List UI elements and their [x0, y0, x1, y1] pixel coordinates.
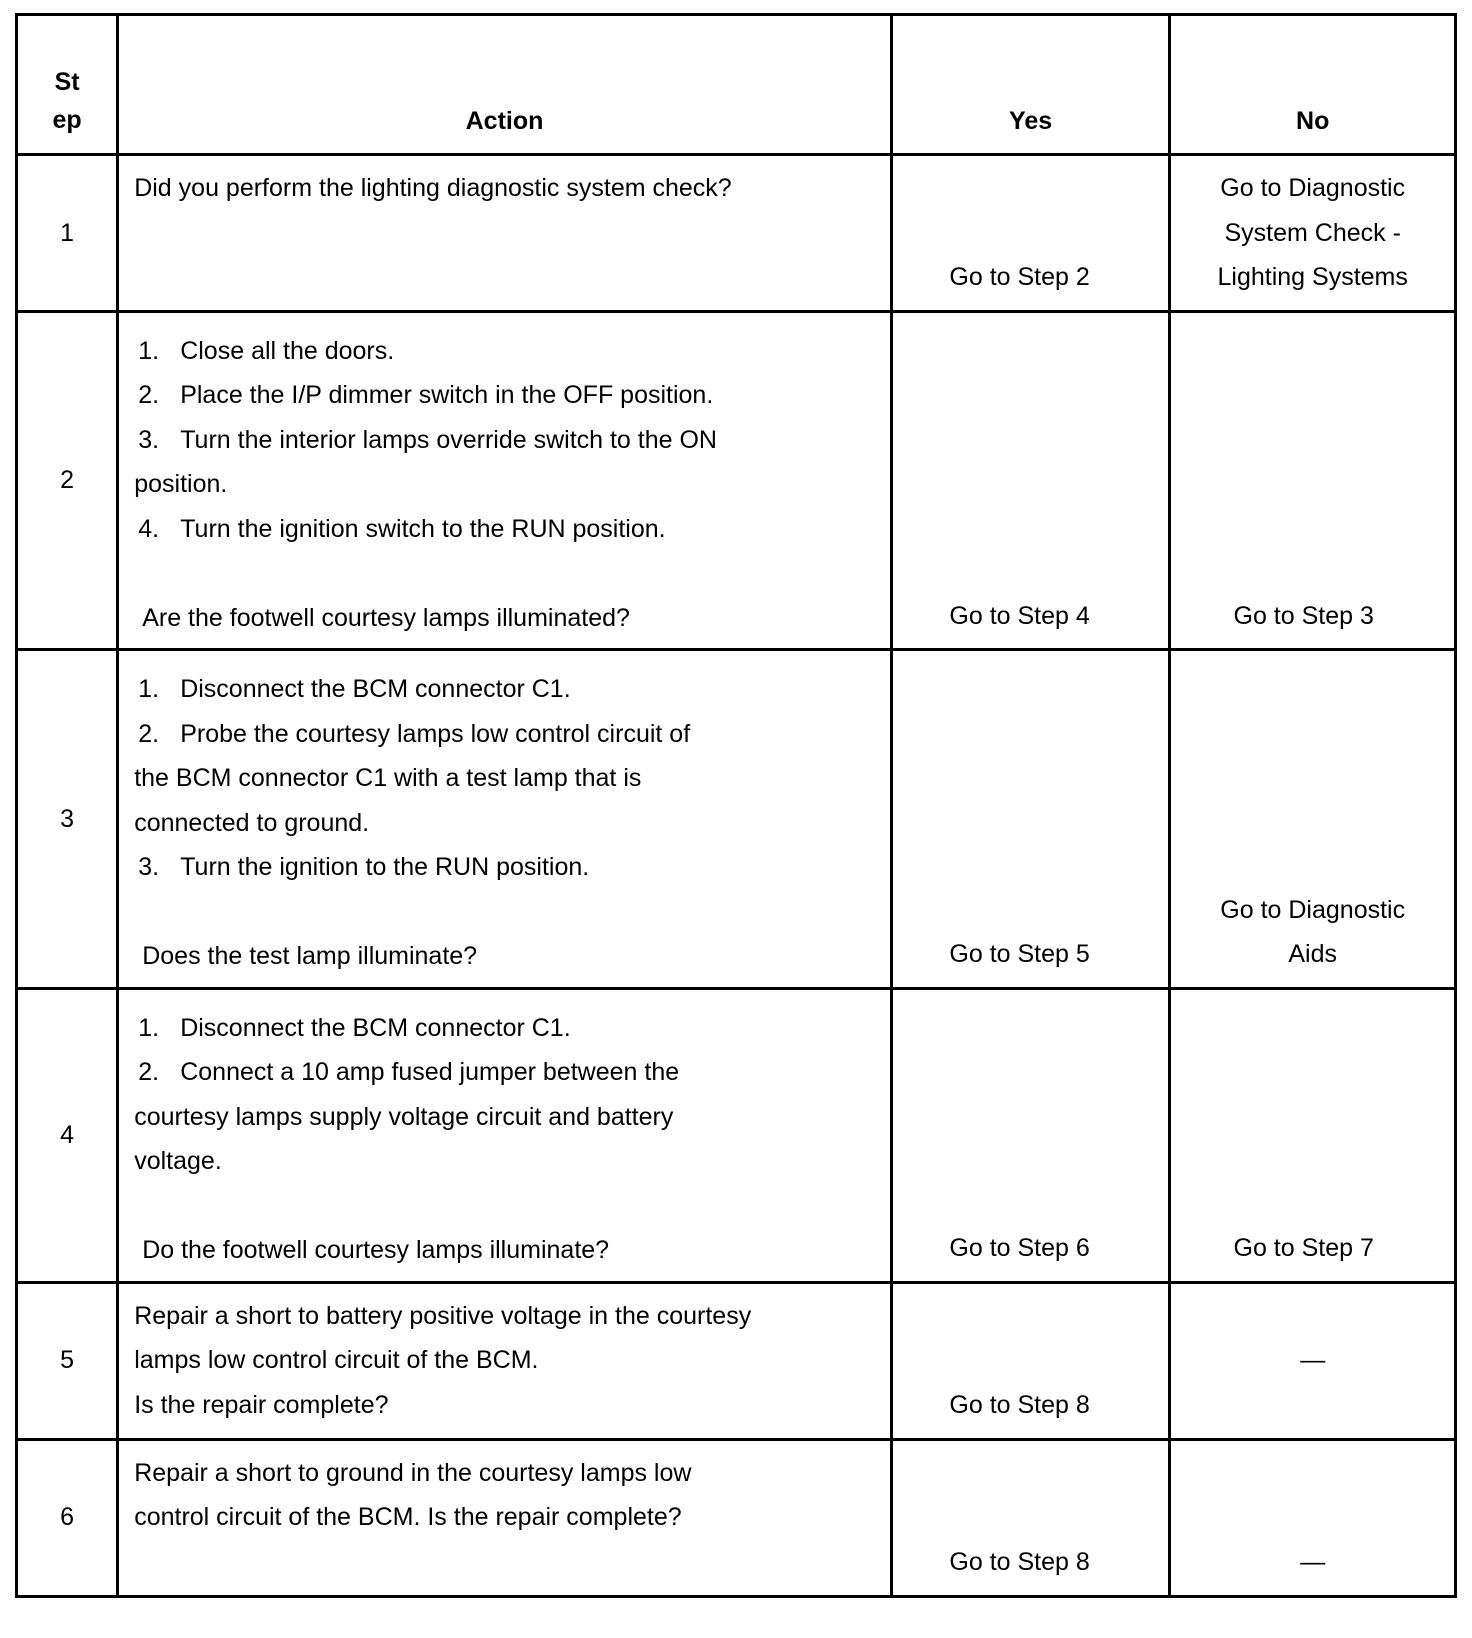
yes-cell: Go to Step 8: [891, 1439, 1170, 1596]
no-cell: [1170, 311, 1456, 650]
item-number: 2.: [138, 381, 160, 409]
table-row: [17, 311, 1456, 650]
step-number: 2: [17, 311, 118, 650]
item-text: Probe the courtesy lamps low control circuit of: [180, 719, 691, 748]
no-dash: —: [1300, 1346, 1326, 1375]
no-text-line: System Check -: [1224, 218, 1401, 247]
no-text-line: Aids: [1288, 940, 1338, 968]
header-step-line2: ep: [52, 106, 82, 134]
action-text: Repair a short to ground in the courtesy lamps low: [134, 1458, 692, 1487]
action-item: [134, 845, 870, 890]
item-text: Close all the doors.: [180, 336, 395, 365]
item-text: Disconnect the BCM connector C1.: [180, 675, 571, 703]
no-text-line: Go to Diagnostic: [1220, 174, 1406, 202]
step-number: 1: [17, 155, 118, 312]
action-item: [134, 418, 870, 463]
yes-cell: Go to Step 4: [891, 311, 1170, 650]
header-step-line1: St: [54, 68, 80, 96]
no-cell: [1170, 1439, 1456, 1596]
item-text: Turn the ignition switch to the RUN position.: [180, 514, 666, 543]
action-item: [134, 329, 870, 374]
no-text-line: Go to Diagnostic: [1220, 895, 1406, 924]
action-question: Are the footwell courtesy lamps illuminated?: [142, 603, 630, 632]
item-number: 4.: [138, 514, 160, 543]
header-action: Action: [118, 15, 892, 155]
table-row: [17, 988, 1456, 1282]
action-item: [134, 1006, 870, 1051]
item-continuation: courtesy lamps supply voltage circuit and battery: [134, 1102, 674, 1131]
item-text: Turn the ignition to the RUN position.: [180, 853, 590, 881]
no-text-line: Go to Step 3: [1233, 601, 1374, 630]
item-text: Connect a 10 amp fused jumper between the: [180, 1058, 680, 1086]
item-continuation: position.: [134, 470, 228, 498]
yes-cell: Go to Step 8: [891, 1282, 1170, 1439]
item-number: 3.: [138, 425, 160, 454]
action-text: Is the repair complete?: [134, 1390, 389, 1419]
item-number: 2.: [138, 719, 160, 748]
action-item: [134, 667, 870, 712]
action-item: [134, 507, 870, 552]
item-continuation: voltage.: [134, 1147, 222, 1175]
no-cell: [1170, 1282, 1456, 1439]
no-cell: [1170, 988, 1456, 1282]
yes-cell: Go to Step 2: [891, 155, 1170, 312]
header-row: [17, 15, 1456, 155]
item-number: 1.: [138, 336, 160, 365]
no-cell: [1170, 155, 1456, 312]
table-row: [17, 650, 1456, 989]
no-text-line: Lighting Systems: [1217, 263, 1408, 291]
no-cell: [1170, 650, 1456, 989]
step-number: 4: [17, 988, 118, 1282]
action-cell: [118, 155, 892, 312]
item-text: Place the I/P dimmer switch in the OFF position.: [180, 381, 714, 409]
yes-cell: Go to Step 5: [891, 650, 1170, 989]
action-cell: [118, 311, 892, 650]
item-number: 2.: [138, 1058, 160, 1086]
header-yes: Yes: [891, 15, 1170, 155]
item-number: 1.: [138, 1013, 160, 1042]
item-text: Disconnect the BCM connector C1.: [180, 1013, 571, 1042]
action-item: [134, 1050, 870, 1095]
item-number: 3.: [138, 853, 160, 881]
action-item: [134, 373, 870, 418]
diagnostic-table: [15, 13, 1457, 1598]
action-cell: [118, 988, 892, 1282]
step-number: 6: [17, 1439, 118, 1596]
action-item: [134, 712, 870, 757]
step-number: 3: [17, 650, 118, 989]
yes-cell: Go to Step 6: [891, 988, 1170, 1282]
header-no: No: [1170, 15, 1456, 155]
step-number: 5: [17, 1282, 118, 1439]
header-step: [17, 15, 118, 155]
table-row: [17, 1439, 1456, 1596]
table-row: [17, 155, 1456, 312]
item-number: 1.: [138, 675, 160, 703]
action-cell: [118, 1439, 892, 1596]
item-text: Turn the interior lamps override switch to the ON: [180, 425, 717, 454]
action-text: Did you perform the lighting diagnostic system check?: [134, 174, 732, 202]
item-continuation: connected to ground.: [134, 808, 370, 837]
action-text: lamps low control circuit of the BCM.: [134, 1346, 539, 1374]
action-text: Repair a short to battery positive voltage in the courtesy: [134, 1301, 752, 1330]
action-question: Do the footwell courtesy lamps illuminate?: [142, 1236, 610, 1264]
action-cell: [118, 1282, 892, 1439]
no-text-line: Go to Step 7: [1233, 1234, 1374, 1262]
no-dash: —: [1300, 1548, 1326, 1576]
action-question: Does the test lamp illuminate?: [142, 942, 478, 970]
action-text: control circuit of the BCM. Is the repair complete?: [134, 1503, 682, 1531]
table-row: [17, 1282, 1456, 1439]
action-cell: [118, 650, 892, 989]
item-continuation: the BCM connector C1 with a test lamp that is: [134, 764, 642, 792]
